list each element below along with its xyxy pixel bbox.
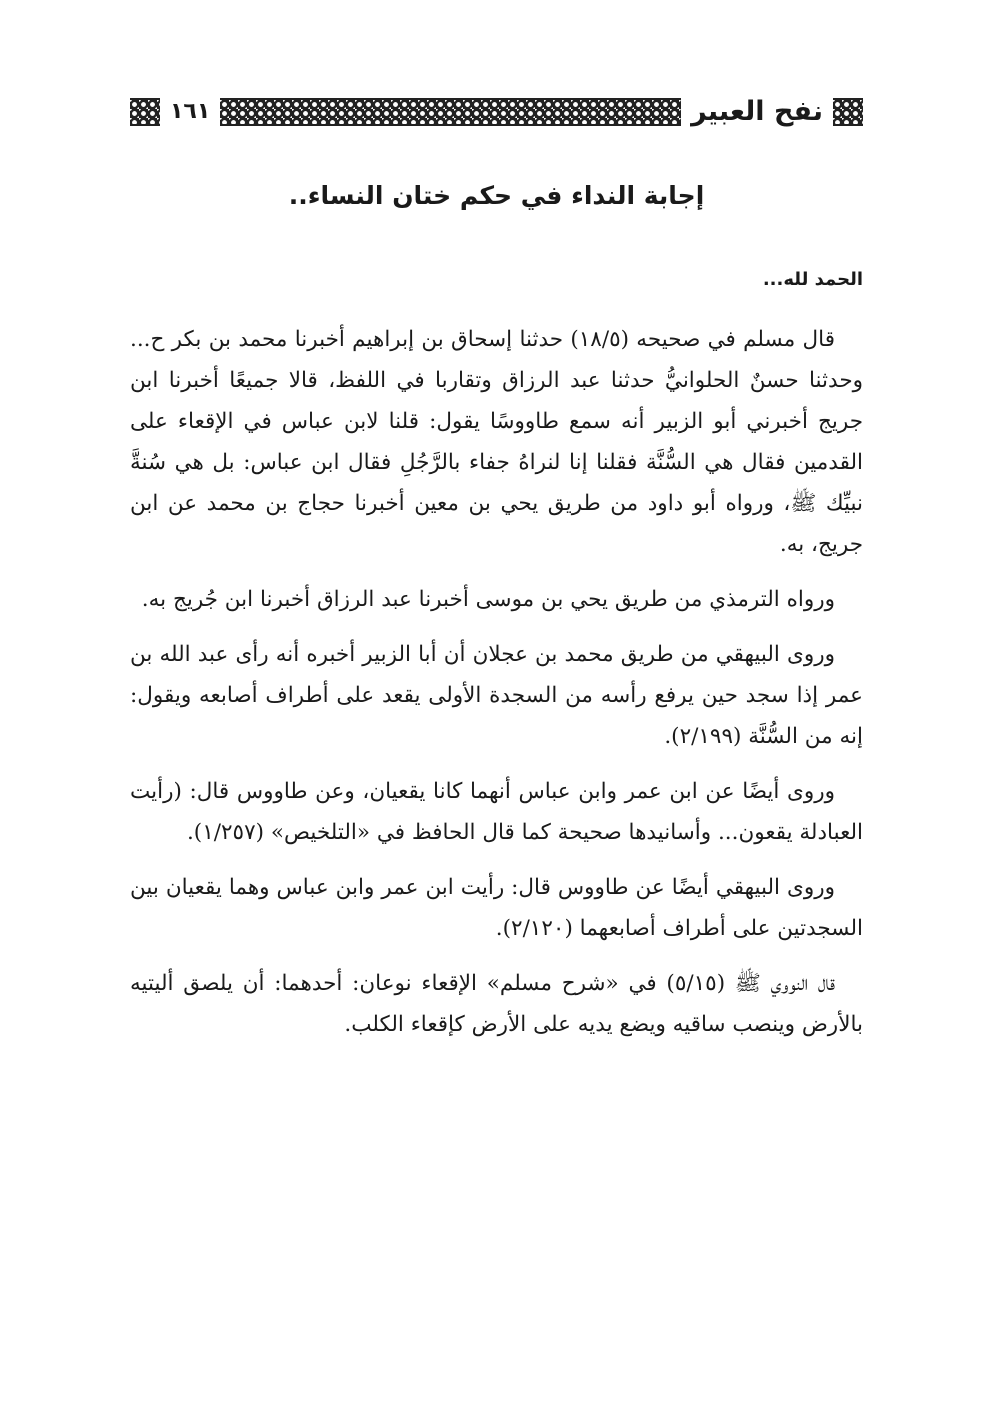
paragraph: قال مسلم في صحيحه (١٨/٥) حدثنا إسحاق بن إبراهيم أخبرنا محمد بن بكر ح... وحدثنا حسنٌ الحلوانيُّ حدثنا عبد الرزاق وتقاربا في اللفظ، قالا جميعًا أخبرنا ابن جريج أخبرني أبو الزبير أنه سمع طاووسًا يقول: قلنا لابن عباس في الإقعاء على القدمين فقال هي السُّنَّة فقلنا إنا لنراهُ جفاء بالرَّجُلِ فقال ابن عباس: بل هي سُنةَّ نبيِّك ﷺ، ورواه أبو داود من طريق يحي بن معين أخبرنا حجاج بن محمد عن ابن جريج، به.: [130, 327, 863, 557]
running-header: [130, 95, 863, 129]
ornament-right-icon: [833, 98, 863, 126]
book-title: نفح العبير: [691, 96, 823, 127]
ornament-band-icon: [220, 98, 681, 126]
paragraph: ورواه الترمذي من طريق يحي بن موسى أخبرنا عبد الرزاق أخبرنا ابن جُريج به.: [141, 587, 835, 612]
paragraph: وروى البيهقي من طريق محمد بن عجلان أن أبا الزبير أخبره أنه رأى عبد الله بن عمر إذا سجد حين يرفع رأسه من السجدة الأولى يقعد على أطراف أصابعه ويقول: إنه من السُّنَّة (٢/١٩٩).: [130, 642, 863, 749]
body-text: [130, 265, 863, 1059]
paragraph: قال النووي ﷺ (٥/١٥) في «شرح مسلم» الإقعاء نوعان: أحدهما: أن يلصق أليتيه بالأرض وينصب ساقيه ويضع يديه على الأرض كإقعاء الكلب.: [130, 971, 863, 1037]
chapter-title: إجابة النداء في حكم ختان النساء..: [288, 181, 705, 210]
ornament-left-icon: [130, 98, 160, 126]
page-number: ١٦١: [170, 99, 211, 124]
paragraph: وروى أيضًا عن ابن عمر وابن عباس أنهما كانا يقعيان، وعن طاووس قال: (رأيت العبادلة يقعون... وأسانيدها صحيحة كما قال الحافظ في «التلخيص» (١/٢٥٧).: [130, 779, 863, 845]
opening-praise: الحمد لله...: [762, 269, 863, 290]
paragraph: وروى البيهقي أيضًا عن طاووس قال: رأيت ابن عمر وابن عباس وهما يقعيان بين السجدتين على أطراف أصابعهما (٢/١٢٠).: [130, 875, 863, 941]
